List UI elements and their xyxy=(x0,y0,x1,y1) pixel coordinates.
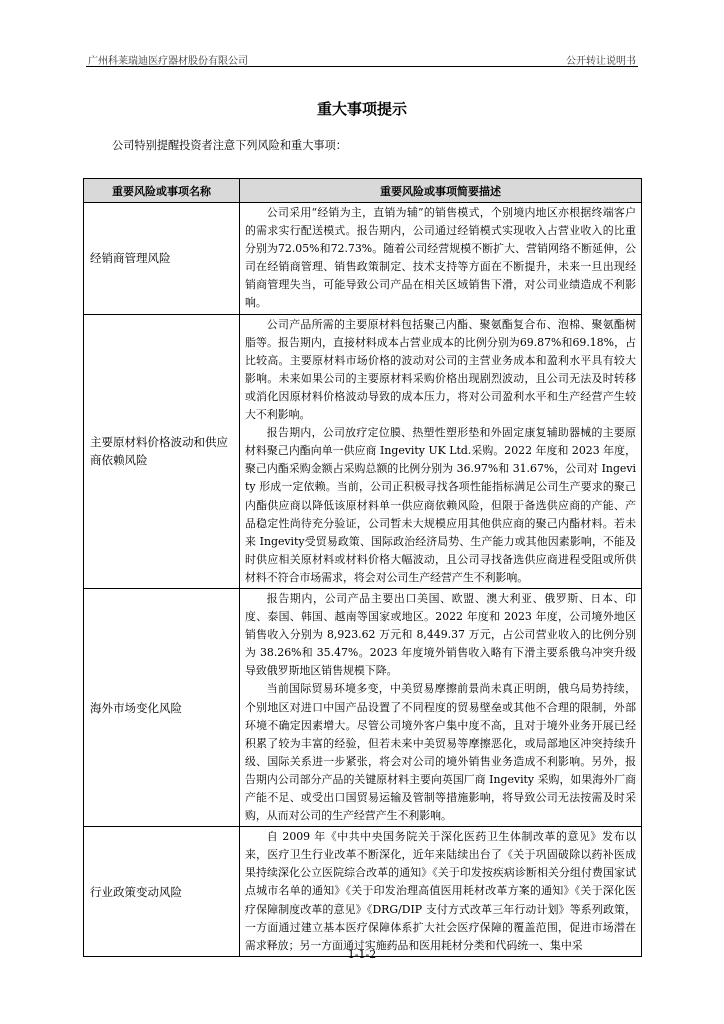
column-header-name: 重要风险或事项名称 xyxy=(84,179,240,203)
risk-name: 经销商管理风险 xyxy=(84,203,240,315)
page-number: 1-1-2 xyxy=(347,948,377,961)
risk-name: 海外市场变化风险 xyxy=(84,588,240,826)
header-doc-type: 公开转让说明书 xyxy=(566,56,636,67)
risk-paragraph: 公司采用“经销为主，直销为辅”的销售模式，个别境内地区亦根据终端客户的需求实行配送模式。报告期内，公司通过经销模式实现收入占营业收入的比重分别为72.05%和72.73%。随着公司经营规模不断扩大、营销网络不断延伸，公司在经销商管理、销售政策制定、技术支持等方面在不断提升，未来一旦出现经销商管理失当，可能导致公司产品在相关区域销售下滑，对公司业绩造成不利影响。 xyxy=(245,206,636,310)
risk-description xyxy=(240,203,642,315)
risk-paragraph: 自 2009 年《中共中央国务院关于深化医药卫生体制改革的意见》发布以来，医疗卫生行业改革不断深化，近年来陆续出台了《关于巩固破除以药补医成果持续深化公立医院综合改革的通知》《关于印发按疾病诊断相关分组付费国家试点城市名单的通知》《关于印发治理高值医用耗材改革方案的通知》《关于深化医疗保障制度改革的意见》《DRG/DIP 支付方式改革三年行动计划》等系列政策，一方面通过建立基本医疗保障体系扩大社会医疗保障的覆盖范围，促进市场潜在需求释放；另一方面通过实施药品和医用耗材分类和代码统一、集中采 xyxy=(245,830,636,952)
risk-description xyxy=(240,827,642,957)
table-row xyxy=(84,827,642,957)
page-header xyxy=(86,50,638,67)
risk-name: 行业政策变动风险 xyxy=(84,827,240,957)
risk-table xyxy=(83,178,642,957)
table-row xyxy=(84,588,642,826)
table-row xyxy=(84,314,642,588)
risk-paragraph: 报告期内，公司产品主要出口美国、欧盟、澳大利亚、俄罗斯、日本、印度、泰国、韩国、越南等国家或地区。2022 年度和 2023 年度，公司境外地区销售收入分别为 8,923.62 万元和 8,449.37 万元，占公司营业收入的比例分别为 38.26%和 35.47%。2023 年度境外销售收入略有下滑主要系俄乌冲突升级导致俄罗斯地区销售规模下降。 xyxy=(245,591,636,678)
page-title: 重大事项提示 xyxy=(316,100,407,118)
risk-paragraph: 报告期内，公司放疗定位膜、热塑性塑形垫和外固定康复辅助器械的主要原材料聚己内酯向单一供应商 Ingevity UK Ltd.采购。2022 年度和 2023 年度，聚己内酯采购金额占采购总额的比例分别为 36.97%和 31.67%，公司对 Ingevity 形成一定依赖。当前，公司正积极寻找各项性能指标满足公司生产要求的聚己内酯供应商以降低该原材料单一供应商依赖风险，但限于备选供应商的产能、产品稳定性尚待充分验证，公司暂未大规模应用其他供应商的聚己内酯材料。若未来 Ingevity受贸易政策、国际政治经济局势、生产能力或其他因素影响，不能及时供应相关原材料或材料价格大幅波动，且公司寻找备选供应商进程受阻或所供材料不符合市场需求，将会对公司生产经营产生不利影响。 xyxy=(245,426,636,584)
column-header-desc: 重要风险或事项简要描述 xyxy=(240,179,642,203)
table-header-row xyxy=(84,179,642,203)
table-row xyxy=(84,203,642,315)
intro-text: 公司特别提醒投资者注意下列风险和重大事项： xyxy=(112,139,347,152)
risk-description xyxy=(240,588,642,826)
header-company: 广州科莱瑞迪医疗器材股份有限公司 xyxy=(88,56,248,67)
risk-paragraph: 当前国际贸易环境多变，中美贸易摩擦前景尚未真正明朗，俄乌局势持续，个别地区对进口中国产品设置了不同程度的贸易壁垒或其他不合理的限制，外部环境不确定因素增大。尽管公司境外客户集中度不高，且对于境外业务开展已经积累了较为丰富的经验，但若未来中美贸易等摩擦恶化，或局部地区冲突持续升级、国际关系进一步紧张，将会对公司的境外销售业务造成不利影响。另外，报告期内公司部分产品的关键原材料主要向英国厂商 Ingevity 采购，如果海外厂商产能不足、或受出口国贸易运输及管制等措施影响，将导致公司无法按需及时采购，从而对公司的生产经营产生不利影响。 xyxy=(245,682,636,823)
risk-name: 主要原材料价格波动和供应商依赖风险 xyxy=(84,314,240,588)
risk-description xyxy=(240,314,642,588)
risk-paragraph: 公司产品所需的主要原材料包括聚己内酯、聚氨酯复合布、泡棉、聚氨酯树脂等。报告期内，直接材料成本占营业成本的比例分别为69.87%和69.18%，占比较高。主要原材料市场价格的波动对公司的主营业务成本和盈利水平具有较大影响。未来如果公司的主要原材料采购价格出现剧烈波动，且公司无法及时转移或消化因原材料价格波动导致的成本压力，将对公司盈利水平和生产经营产生较大不利影响。 xyxy=(245,317,636,422)
